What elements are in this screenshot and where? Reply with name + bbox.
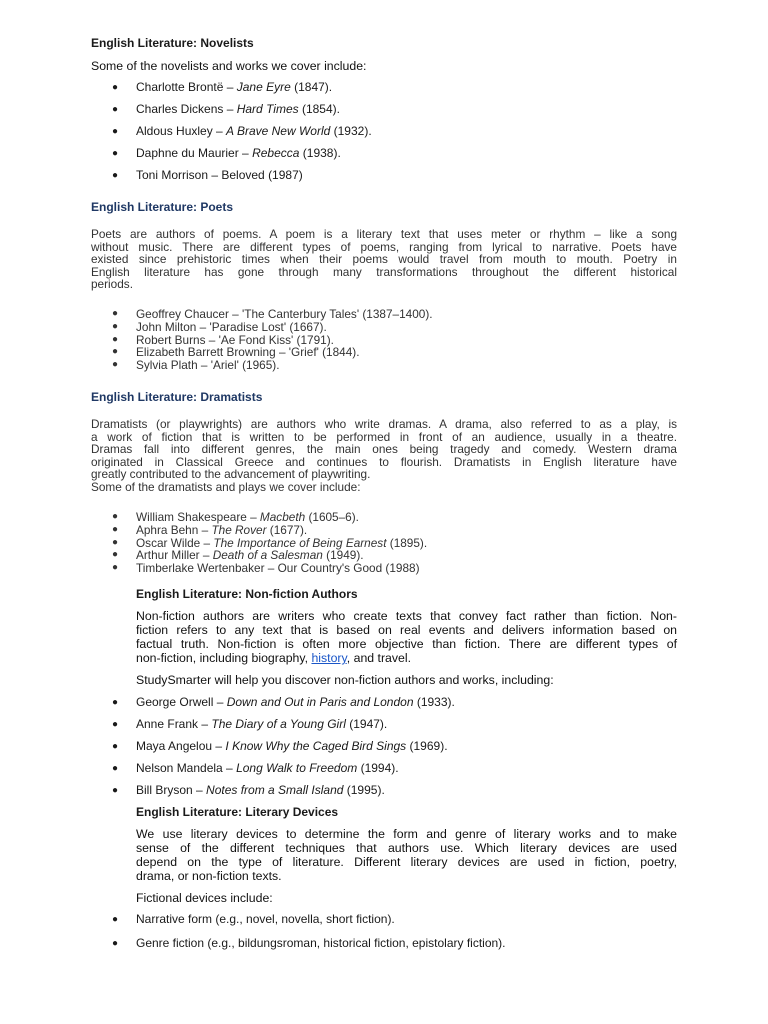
work-title: Hard Times xyxy=(236,102,299,116)
year: (1605–6). xyxy=(305,510,359,524)
bullet-icon: ● xyxy=(112,511,119,522)
item-text: Robert Burns – 'Ae Fond Kiss' (1791). xyxy=(136,332,334,347)
work-title: The Importance of Being Earnest xyxy=(213,535,387,550)
year: (1933). xyxy=(413,695,455,709)
paragraph-line: Some of the dramatists and plays we cover include: xyxy=(91,479,361,494)
paragraph-line: Dramatists (or playwrights) are authors who write dramas. A drama, also referred to as a play, is xyxy=(91,417,677,431)
author: Oscar Wilde – xyxy=(136,535,214,550)
author: William Shakespeare – xyxy=(136,510,260,524)
year: (1932). xyxy=(330,124,372,138)
devices-list xyxy=(112,912,506,958)
author: Aphra Behn – xyxy=(136,522,212,537)
year: (1854). xyxy=(298,102,340,116)
bullet-icon: ● xyxy=(112,104,119,115)
year: (1947). xyxy=(345,717,388,731)
list-item xyxy=(112,358,433,373)
work-title: Long Walk to Freedom xyxy=(236,761,358,775)
author: Bill Bryson – xyxy=(136,783,207,797)
year: (1938). xyxy=(299,146,341,160)
list-item xyxy=(112,761,455,783)
work-title: Notes from a Small Island xyxy=(206,783,344,797)
dramatists-heading: English Literature: Dramatists xyxy=(91,390,263,404)
devices-intro: Fictional devices include: xyxy=(136,891,273,905)
work-title: I Know Why the Caged Bird Sings xyxy=(225,739,407,753)
list-item xyxy=(112,739,455,761)
list-item xyxy=(112,561,427,576)
list-item xyxy=(112,783,455,805)
bullet-icon: ● xyxy=(112,741,119,752)
list-item xyxy=(112,102,372,124)
work-title: Death of a Salesman xyxy=(212,548,323,563)
bullet-icon: ● xyxy=(112,523,119,535)
author: Nelson Mandela – xyxy=(136,761,237,775)
paragraph-line: existed since prehistoric times when their poems would travel from mouth to mouth. Poetry in xyxy=(91,252,677,267)
author: Charlotte Brontë – xyxy=(136,80,237,94)
bullet-icon: ● xyxy=(112,126,119,137)
author: Aldous Huxley – xyxy=(136,124,227,138)
bullet-icon: ● xyxy=(112,697,119,708)
poets-paragraph xyxy=(91,228,677,291)
work-title: Down and Out in Paris and London xyxy=(226,695,414,709)
work-title: The Diary of a Young Girl xyxy=(211,717,346,731)
paragraph-line: factual truth. Non-fiction is often more objective than fiction. There are different types of xyxy=(136,637,677,651)
bullet-icon: ● xyxy=(112,308,119,319)
author: Arthur Miller – xyxy=(136,548,213,563)
item-text: John Milton – 'Paradise Lost' (1667). xyxy=(136,319,327,334)
bullet-icon: ● xyxy=(112,914,119,925)
year: (1969). xyxy=(406,739,448,753)
year: (1677). xyxy=(266,522,308,537)
paragraph-line: without music. There are different types of poems, ranging from lyrical to narrative. Poets have xyxy=(91,239,677,254)
paragraph-line: originated in Classical Greece and continues to flourish. Dramatists in English literature have xyxy=(91,454,677,469)
nonfiction-list xyxy=(112,695,455,805)
list-item xyxy=(112,912,506,936)
history-link[interactable]: history xyxy=(311,651,347,665)
item-text: Genre fiction (e.g., bildungsroman, historical fiction, epistolary fiction). xyxy=(136,936,506,950)
item-text: Geoffrey Chaucer – 'The Canterbury Tales' (1387–1400). xyxy=(136,307,433,321)
work-title: A Brave New World xyxy=(226,124,331,138)
author: Toni Morrison – Beloved (1987) xyxy=(136,168,303,182)
bullet-icon: ● xyxy=(112,763,119,774)
work-title: Macbeth xyxy=(259,510,306,524)
author: Charles Dickens – xyxy=(136,102,237,116)
paragraph-line: depend on the type of literature. Different literary devices are used in fiction, poetry, xyxy=(136,855,677,869)
list-item xyxy=(112,717,455,739)
author: Timberlake Wertenbaker – Our Country's Good (1988) xyxy=(136,561,420,576)
work-title: The Rover xyxy=(211,522,267,537)
item-text: Sylvia Plath – 'Ariel' (1965). xyxy=(136,358,280,373)
year: (1949). xyxy=(322,548,364,563)
bullet-icon: ● xyxy=(112,938,119,949)
list-item xyxy=(112,936,506,958)
nonfiction-paragraph xyxy=(136,609,677,665)
paragraph-line: sense of the different techniques that authors use. Which literary devices are used xyxy=(136,841,677,855)
poets-heading: English Literature: Poets xyxy=(91,200,234,214)
list-item xyxy=(112,124,372,146)
author: George Orwell – xyxy=(136,695,227,709)
bullet-icon: ● xyxy=(112,562,119,574)
bullet-icon: ● xyxy=(112,320,119,332)
author: Maya Angelou – xyxy=(136,739,226,753)
bullet-icon: ● xyxy=(112,82,119,93)
novelists-heading: English Literature: Novelists xyxy=(91,36,254,50)
paragraph-line: a work of fiction that is written to be performed in front of an audience, usually in a theatre. xyxy=(91,429,677,444)
novelists-intro: Some of the novelists and works we cover include: xyxy=(91,59,367,73)
bullet-icon: ● xyxy=(112,536,119,548)
nonfiction-intro: StudySmarter will help you discover non-fiction authors and works, including: xyxy=(136,673,554,687)
nonfiction-heading: English Literature: Non-fiction Authors xyxy=(136,587,358,601)
paragraph-line: Dramas fall into different genres, the main ones being tragedy and comedy. Western drama xyxy=(91,442,677,457)
paragraph-line: periods. xyxy=(91,277,133,292)
paragraph-line: non-fiction, including biography, history, and travel. xyxy=(136,651,412,665)
year: (1995). xyxy=(343,783,385,797)
list-item xyxy=(112,168,372,190)
devices-heading: English Literature: Literary Devices xyxy=(136,805,339,819)
work-title: Jane Eyre xyxy=(236,80,291,94)
year: (1847). xyxy=(290,80,333,94)
item-text: Narrative form (e.g., novel, novella, short fiction). xyxy=(136,912,395,926)
bullet-icon: ● xyxy=(112,170,119,181)
paragraph-line: We use literary devices to determine the form and genre of literary works and to make xyxy=(136,827,677,841)
list-item xyxy=(112,695,455,717)
work-title: Rebecca xyxy=(252,146,300,160)
poets-list xyxy=(112,307,433,373)
paragraph-line: English literature has gone through many transformations throughout the different historical xyxy=(91,264,677,279)
paragraph-line: Poets are authors of poems. A poem is a literary text that uses meter or rhythm – like a song xyxy=(91,227,677,241)
dramatists-list xyxy=(112,510,428,576)
list-item xyxy=(112,80,372,102)
bullet-icon: ● xyxy=(112,549,119,561)
bullet-icon: ● xyxy=(112,148,119,159)
bullet-icon: ● xyxy=(112,346,119,358)
bullet-icon: ● xyxy=(112,785,119,796)
paragraph-line: greatly contributed to the advancement of playwriting. xyxy=(91,467,371,482)
paragraph-line: drama, or non-fiction texts. xyxy=(136,869,282,883)
bullet-icon: ● xyxy=(112,359,119,371)
bullet-icon: ● xyxy=(112,719,119,730)
novelists-list xyxy=(112,80,372,190)
year: (1994). xyxy=(357,761,399,775)
paragraph-line: fiction refers to any text that is based on real events and delivers information based on xyxy=(136,623,677,637)
paragraph-line: Non-fiction authors are writers who create texts that convey fact rather than fiction. Non- xyxy=(136,609,677,623)
item-text: Elizabeth Barrett Browning – 'Grief' (1844). xyxy=(136,345,360,360)
devices-paragraph xyxy=(136,827,677,883)
list-item xyxy=(112,146,372,168)
dramatists-paragraph xyxy=(91,418,677,494)
bullet-icon: ● xyxy=(112,333,119,345)
author: Anne Frank – xyxy=(136,717,212,731)
author: Daphne du Maurier – xyxy=(136,146,253,160)
year: (1895). xyxy=(386,535,428,550)
